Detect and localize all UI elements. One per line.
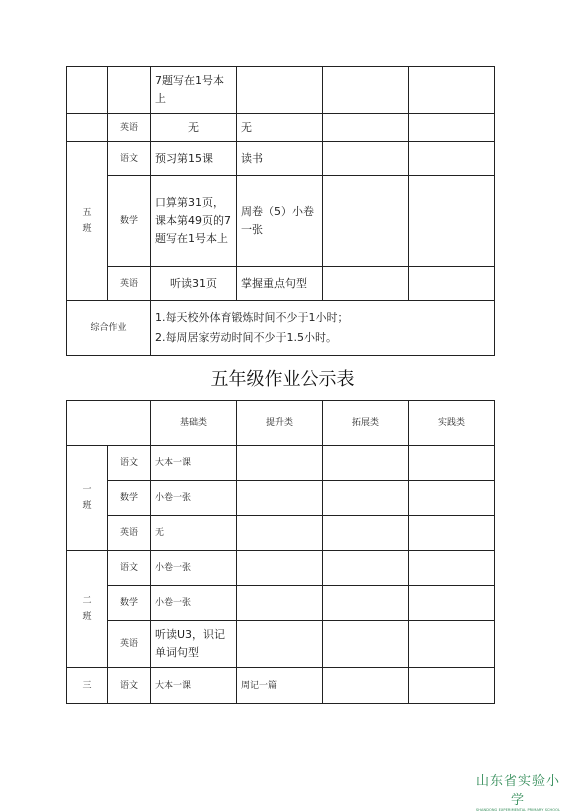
jichu-cell: 小卷一张 <box>151 481 237 516</box>
header-tisheng: 提升类 <box>237 401 323 446</box>
class-label: 二 班 <box>67 551 108 668</box>
class-label: 三 <box>67 668 108 704</box>
jichu-cell: 小卷一张 <box>151 586 237 621</box>
general-homework-label: 综合作业 <box>67 301 151 356</box>
subject-cell: 语文 <box>108 446 151 481</box>
subject-cell: 英语 <box>108 516 151 551</box>
subject-cell: 语文 <box>108 142 151 176</box>
class-label: 一 班 <box>67 446 108 551</box>
subject-cell <box>108 67 151 114</box>
general-line-1: 1.每天校外体育锻炼时间不少于1小时； <box>155 311 349 324</box>
tisheng-cell: 周记一篇 <box>237 668 323 704</box>
page-title: 五年级作业公示表 <box>210 369 355 390</box>
subject-cell: 英语 <box>108 621 151 668</box>
jichu-cell: 听读U3，识记单词句型 <box>151 621 237 668</box>
homework-table-top <box>66 66 495 356</box>
subject-cell: 英语 <box>108 267 151 301</box>
school-logo-cn: 山东省实验小学 <box>475 774 560 808</box>
subject-cell: 数学 <box>108 176 151 267</box>
jichu-cell: 7题写在1号本上 <box>151 67 237 114</box>
jichu-cell: 大本一课 <box>151 668 237 704</box>
general-line-2: 2.每周居家劳动时间不少于1.5小时。 <box>155 331 337 344</box>
jichu-cell: 大本一课 <box>151 446 237 481</box>
jichu-cell: 小卷一张 <box>151 551 237 586</box>
tisheng-cell: 周卷（5）小卷一张 <box>237 176 323 267</box>
jichu-cell: 无 <box>151 114 237 142</box>
tisheng-cell: 无 <box>237 114 323 142</box>
jichu-cell: 无 <box>151 516 237 551</box>
header-shijian: 实践类 <box>409 401 495 446</box>
jichu-cell: 口算第31页，课本第49页的7题写在1号本上 <box>151 176 237 267</box>
subject-cell: 数学 <box>108 481 151 516</box>
subject-cell: 英语 <box>108 114 151 142</box>
school-logo-en: SHANDONG EXPERIMENTAL PRIMARY SCHOOL <box>475 808 561 812</box>
jichu-cell: 听读31页 <box>151 267 237 301</box>
school-logo <box>474 770 562 812</box>
homework-table-grade5 <box>66 400 495 704</box>
class-cell <box>67 67 108 114</box>
tisheng-cell: 掌握重点句型 <box>237 267 323 301</box>
subject-cell: 语文 <box>108 668 151 704</box>
header-tuozhan: 拓展类 <box>323 401 409 446</box>
subject-cell: 数学 <box>108 586 151 621</box>
header-jichu: 基础类 <box>151 401 237 446</box>
tisheng-cell: 读书 <box>237 142 323 176</box>
general-homework-content <box>151 301 495 356</box>
jichu-cell: 预习第15课 <box>151 142 237 176</box>
subject-cell: 语文 <box>108 551 151 586</box>
class-label: 五 班 <box>67 142 108 301</box>
